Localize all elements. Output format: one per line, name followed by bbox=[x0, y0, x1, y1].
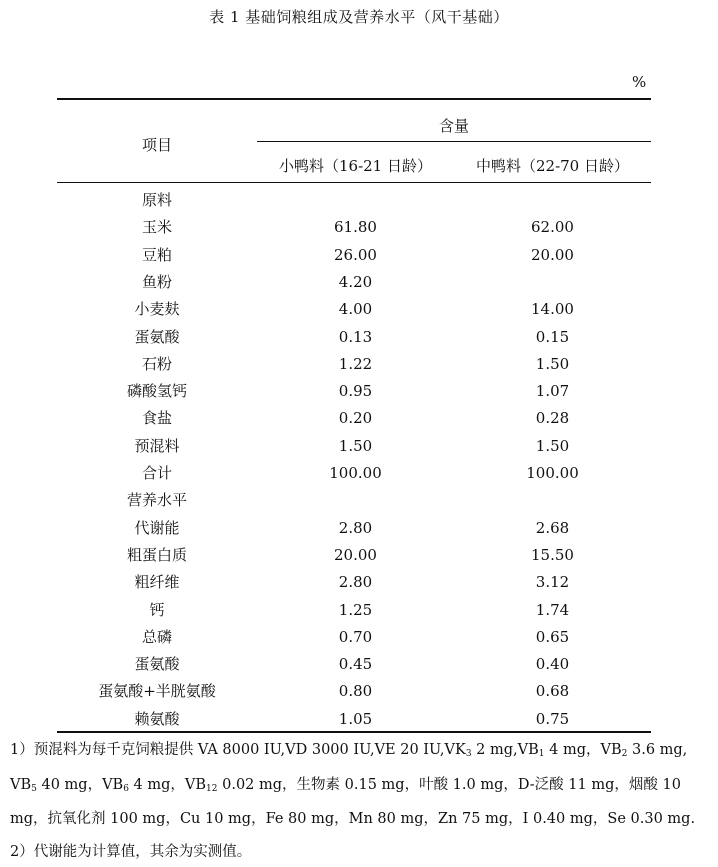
row-item: 钙 bbox=[149, 601, 165, 619]
row-value-col2: 3.12 bbox=[535, 573, 570, 591]
row-value-col1: 0.80 bbox=[338, 682, 373, 700]
row-value-col1: 4.20 bbox=[338, 273, 373, 291]
bottom-rule bbox=[57, 731, 651, 733]
row-value-col1: 0.70 bbox=[338, 628, 373, 646]
row-item: 蛋氨酸+半胱氨酸 bbox=[98, 682, 216, 700]
row-item: 粗蛋白质 bbox=[126, 546, 187, 564]
row-value-col2: 0.65 bbox=[535, 628, 570, 646]
row-value-col2: 15.50 bbox=[531, 546, 574, 564]
row-value-col1: 26.00 bbox=[334, 246, 377, 264]
note-1-line-2: $VB_5$ 40 mg，$VB_6$ 4 mg，$VB_{12}$ 0.02 mg，生物素 0.15 mg，叶酸 1.0 mg，D-泛酸 11 mg，烟酸 10 bbox=[10, 777, 681, 794]
row-item: 代谢能 bbox=[134, 519, 180, 537]
row-value-col2: 1.07 bbox=[535, 382, 570, 400]
header-col1: 小鸭料（16-21 日龄） bbox=[278, 157, 432, 175]
row-value-col1: 1.25 bbox=[338, 601, 373, 619]
row-value-col2: 0.75 bbox=[535, 710, 570, 728]
row-value-col1: 1.22 bbox=[338, 355, 373, 373]
header-content: 含量 bbox=[438, 117, 469, 135]
row-value-col2: 100.00 bbox=[526, 464, 579, 482]
row-value-col1: 100.00 bbox=[329, 464, 382, 482]
row-item: 总磷 bbox=[141, 628, 172, 646]
row-value-col2: 0.68 bbox=[535, 682, 570, 700]
row-value-col2: 1.50 bbox=[535, 437, 570, 455]
row-value-col1: 2.80 bbox=[338, 519, 373, 537]
row-value-col2: 2.68 bbox=[535, 519, 570, 537]
row-item: 原料 bbox=[141, 191, 172, 209]
row-value-col1: 61.80 bbox=[334, 218, 377, 236]
row-value-col2: 1.50 bbox=[535, 355, 570, 373]
row-item: 赖氨酸 bbox=[134, 710, 180, 728]
row-value-col2: 0.15 bbox=[535, 328, 570, 346]
row-item: 食盐 bbox=[141, 409, 172, 427]
row-value-col1: 2.80 bbox=[338, 573, 373, 591]
unit-label: % bbox=[632, 73, 647, 91]
row-item: 鱼粉 bbox=[141, 273, 172, 291]
row-value-col2: 20.00 bbox=[531, 246, 574, 264]
row-value-col1: 20.00 bbox=[334, 546, 377, 564]
row-value-col2: 1.74 bbox=[535, 601, 570, 619]
row-value-col1: 0.20 bbox=[338, 409, 373, 427]
row-value-col1: 4.00 bbox=[338, 300, 373, 318]
row-value-col2: 0.28 bbox=[535, 409, 570, 427]
row-item: 玉米 bbox=[141, 218, 172, 236]
row-value-col1: 1.05 bbox=[338, 710, 373, 728]
note-2: 2）代谢能为计算值，其余为实测值。 bbox=[10, 844, 252, 860]
row-item: 豆粕 bbox=[141, 246, 172, 264]
note-1: 1）预混料为每千克饲粮提供 VA 8000 IU,VD 3000 IU,VE 20 $IU,VK_3$ 2 $mg,VB_1$ 4 mg，$VB_2$ 3.6 mg, bbox=[10, 742, 688, 759]
row-value-col1: 0.95 bbox=[338, 382, 373, 400]
row-value-col1: 1.50 bbox=[338, 437, 373, 455]
row-item: 粗纤维 bbox=[134, 573, 180, 591]
row-value-col1: 0.13 bbox=[338, 328, 373, 346]
row-item: 营养水平 bbox=[126, 491, 187, 509]
row-value-col2: 0.40 bbox=[535, 655, 570, 673]
note-1-text: 1）预混料为每千克饲粮提供 VA 8000 IU,VD 3000 IU,VE 20 IU,VK bbox=[10, 742, 466, 758]
note-1-line-3: mg，抗氧化剂 100 mg，Cu 10 mg，Fe 80 mg，Mn 80 mg，Zn 75 mg，I 0.40 mg，Se 0.30 mg. bbox=[10, 811, 696, 827]
row-item: 蛋氨酸 bbox=[134, 655, 180, 673]
row-value-col2: 14.00 bbox=[531, 300, 574, 318]
row-item: 合计 bbox=[141, 464, 172, 482]
row-item: 预混料 bbox=[134, 437, 180, 455]
table-title: 表 1 基础饲粮组成及营养水平（风干基础） bbox=[209, 8, 509, 26]
row-item: 小麦麸 bbox=[134, 300, 180, 318]
row-value-col2: 62.00 bbox=[531, 218, 574, 236]
header-item: 项目 bbox=[141, 136, 172, 154]
row-item: 石粉 bbox=[141, 355, 172, 373]
row-value-col1: 0.45 bbox=[338, 655, 373, 673]
row-item: 蛋氨酸 bbox=[134, 328, 180, 346]
row-item: 磷酸氢钙 bbox=[126, 382, 187, 400]
header-col2: 中鸭料（22-70 日龄） bbox=[475, 157, 629, 175]
